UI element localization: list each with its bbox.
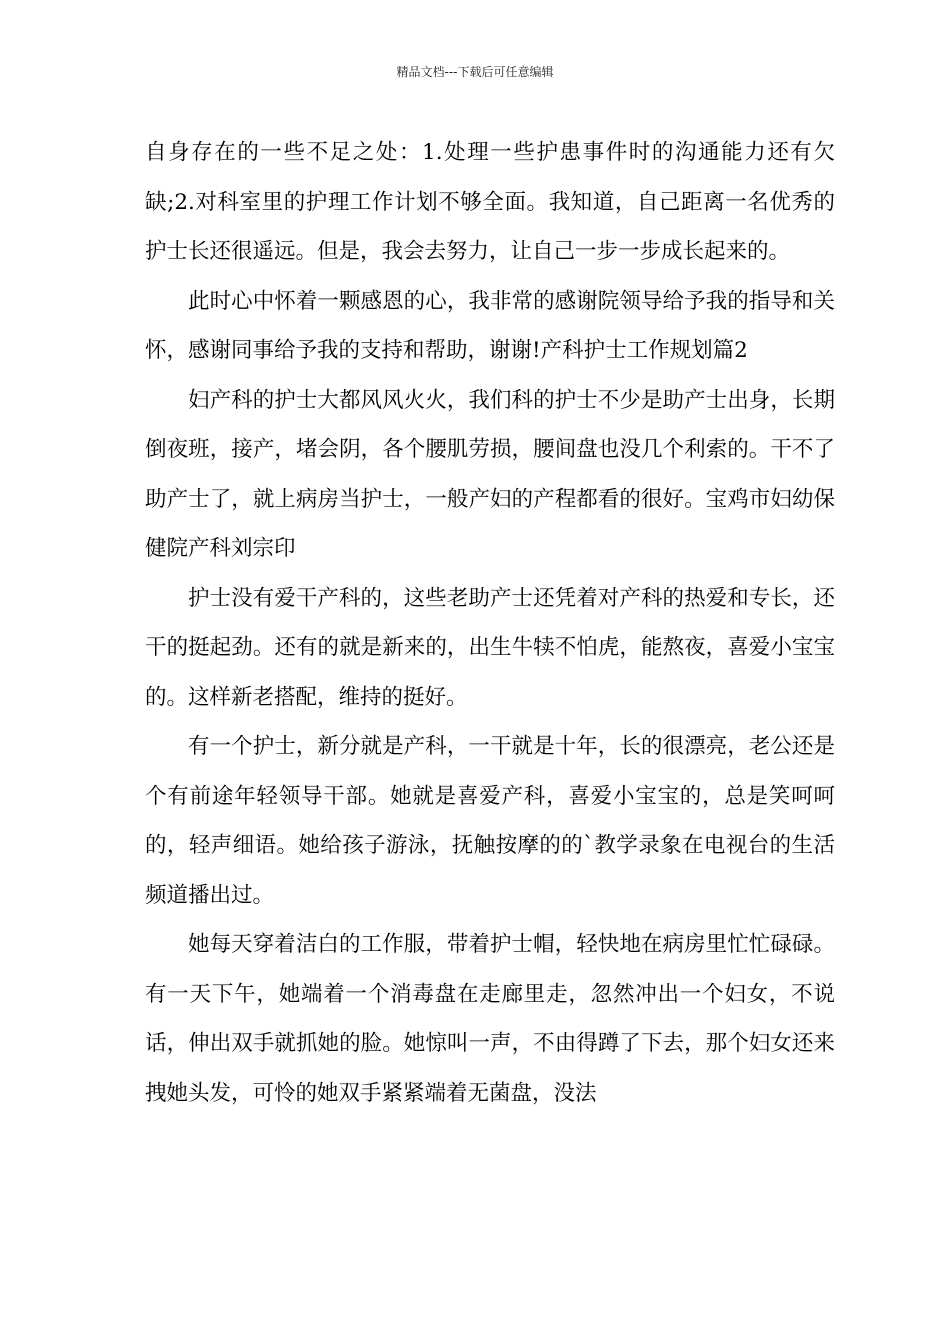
paragraph: 自身存在的一些不足之处：1.处理一些护患事件时的沟通能力还有欠缺;2.对科室里的护理工作计划不够全面。我知道，自己距离一名优秀的护士长还很遥远。但是，我会去努力，让自己一步一步成长起来的。	[145, 140, 835, 264]
paragraph: 妇产科的护士大都风风火火，我们科的护士不少是助产士出身，长期倒夜班，接产，堵会阴，各个腰肌劳损，腰间盘也没几个利索的。干不了助产士了，就上病房当护士，一般产妇的产程都看的很好。宝鸡市妇幼保健院产科刘宗印	[145, 387, 835, 561]
paragraph: 她每天穿着洁白的工作服，带着护士帽，轻快地在病房里忙忙碌碌。有一天下午，她端着一个消毒盘在走廊里走，忽然冲出一个妇女，不说话，伸出双手就抓她的脸。她惊叫一声，不由得蹲了下去，那个妇女还来拽她头发，可怜的她双手紧紧端着无菌盘，没法	[145, 932, 835, 1106]
paragraph: 护士没有爱干产科的，这些老助产士还凭着对产科的热爱和专长，还干的挺起劲。还有的就是新来的，出生牛犊不怕虎，能熬夜，喜爱小宝宝的。这样新老搭配，维持的挺好。	[145, 585, 835, 710]
page-header: 精品文档---下载后可任意编辑	[396, 65, 554, 79]
paragraph: 有一个护士，新分就是产科，一干就是十年，长的很漂亮，老公还是个有前途年轻领导干部。她就是喜爱产科，喜爱小宝宝的，总是笑呵呵的，轻声细语。她给孩子游泳，抚触按摩的的`教学录象在电视台的生活频道播出过。	[145, 734, 835, 908]
document-body	[145, 128, 835, 1118]
paragraph: 此时心中怀着一颗感恩的心，我非常的感谢院领导给予我的指导和关怀，感谢同事给予我的支持和帮助，谢谢!产科护士工作规划篇2	[145, 288, 835, 363]
